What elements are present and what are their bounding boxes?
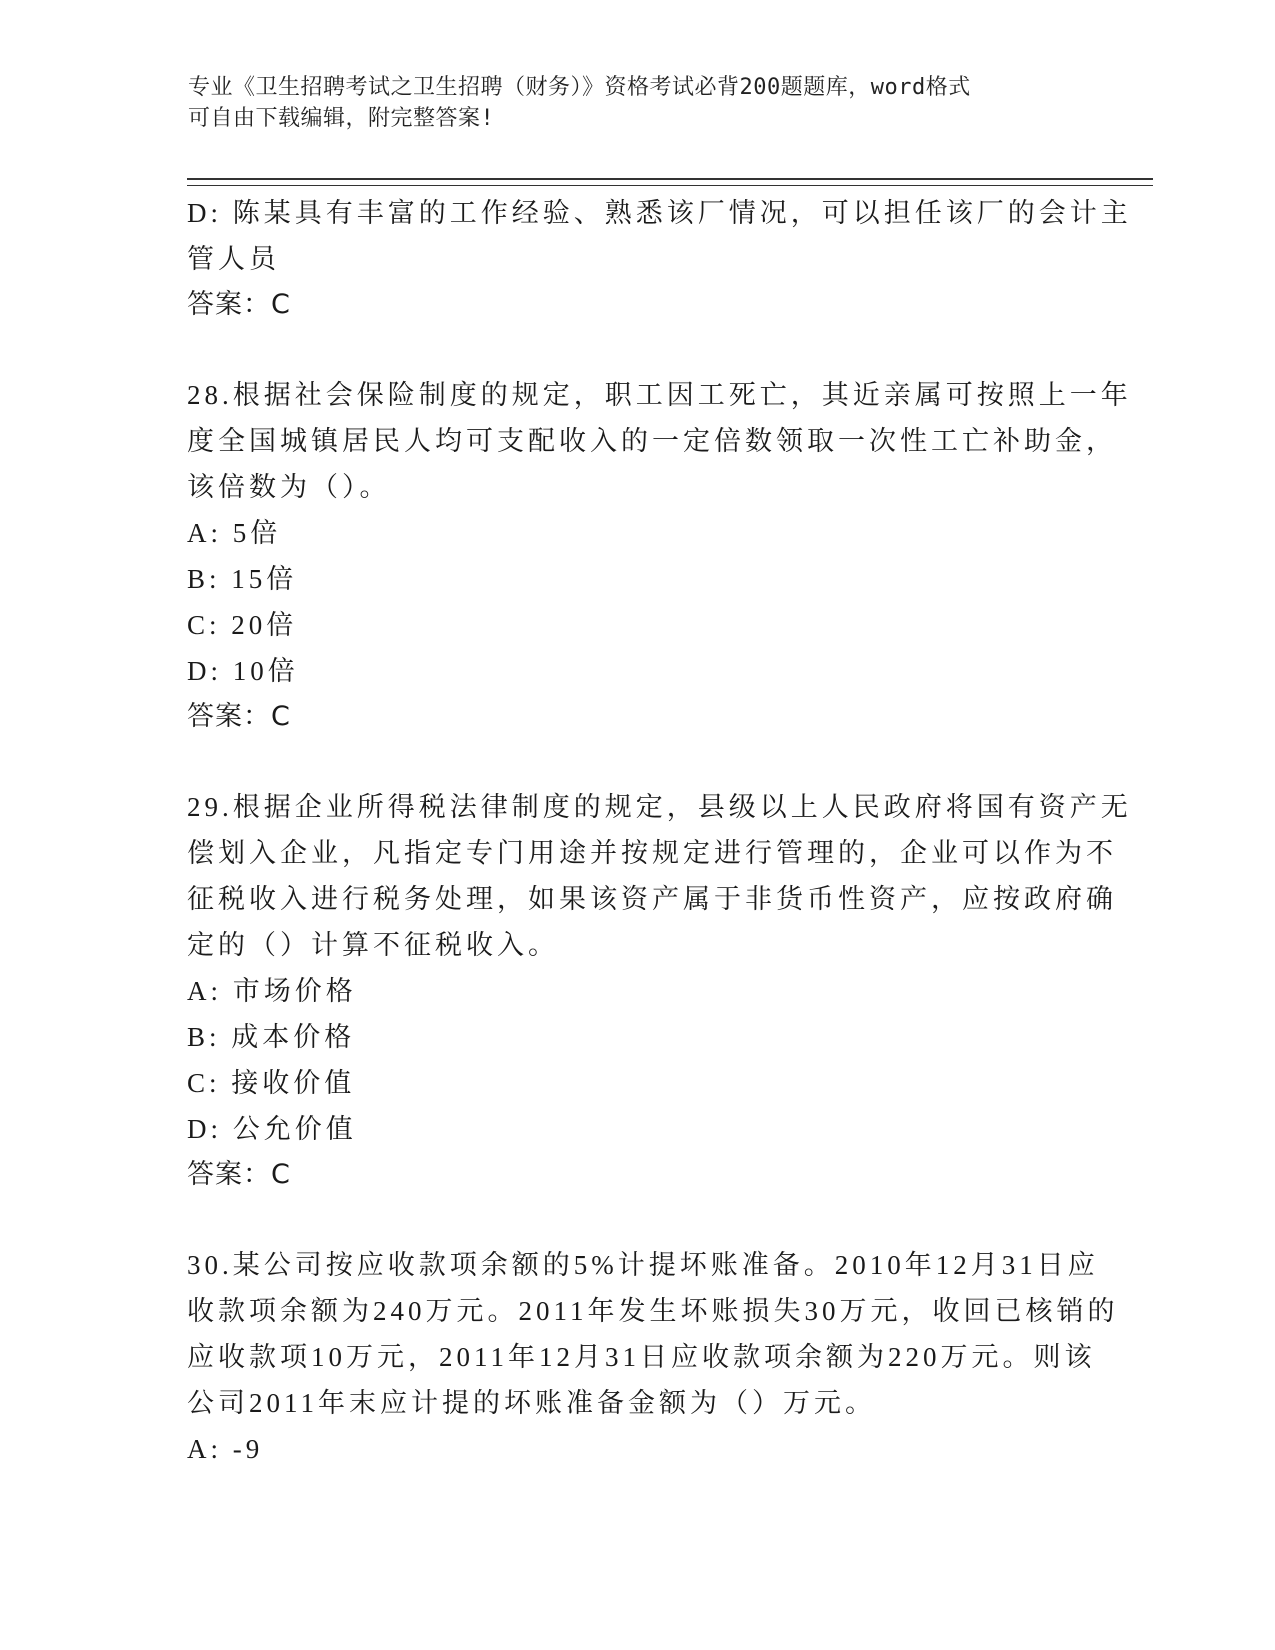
document-body	[187, 190, 1132, 1472]
question-text-line: 该倍数为（）。	[187, 472, 391, 502]
header-line-2: 可自由下载编辑，附完整答案!	[188, 106, 495, 131]
option-d: D: 公允价值	[187, 1114, 357, 1144]
option-c: C: 20倍	[187, 610, 298, 640]
prev-question-block	[187, 190, 1132, 328]
question-text-line: 度全国城镇居民人均可支配收入的一定倍数领取一次性工亡补助金，	[187, 426, 1117, 456]
option-d: D: 陈某具有丰富的工作经验、熟悉该厂情况，可以担任该厂的会计主	[187, 198, 1132, 228]
question-text-line: 征税收入进行税务处理，如果该资产属于非货币性资产，应按政府确	[187, 884, 1117, 914]
question-text-line: 定的（）计算不征税收入。	[187, 930, 559, 960]
question-text-line: 30.某公司按应收款项余额的5%计提坏账准备。2010年12月31日应	[187, 1250, 1099, 1280]
option-d-continued: 管人员	[187, 244, 280, 274]
answer-label: 答案：C	[187, 701, 291, 732]
question-29	[187, 784, 1132, 1198]
question-text-line: 偿划入企业，凡指定专门用途并按规定进行管理的，企业可以作为不	[187, 838, 1117, 868]
option-c: C: 接收价值	[187, 1068, 356, 1098]
option-a: A: 5倍	[187, 518, 282, 548]
option-b: B: 15倍	[187, 564, 298, 594]
question-text-line: 收款项余额为240万元。2011年发生坏账损失30万元，收回已核销的	[187, 1296, 1119, 1326]
option-a: A: -9	[187, 1434, 264, 1464]
option-d: D: 10倍	[187, 656, 299, 686]
question-text-line: 公司2011年末应计提的坏账准备金额为（）万元。	[187, 1388, 876, 1418]
page-header	[188, 72, 1088, 134]
question-30	[187, 1242, 1119, 1472]
header-line-1: 专业《卫生招聘考试之卫生招聘（财务）》资格考试必背200题题库，word格式	[188, 75, 971, 100]
question-text-line: 29.根据企业所得税法律制度的规定，县级以上人民政府将国有资产无	[187, 792, 1132, 822]
option-b: B: 成本价格	[187, 1022, 356, 1052]
option-a: A: 市场价格	[187, 976, 357, 1006]
question-text-line: 28.根据社会保险制度的规定，职工因工死亡，其近亲属可按照上一年	[187, 380, 1132, 410]
question-text-line: 应收款项10万元，2011年12月31日应收款项余额为220万元。则该	[187, 1342, 1096, 1372]
question-28	[187, 372, 1132, 740]
header-divider	[187, 178, 1153, 186]
answer-label: 答案：C	[187, 1159, 291, 1190]
answer-label: 答案：C	[187, 289, 291, 320]
